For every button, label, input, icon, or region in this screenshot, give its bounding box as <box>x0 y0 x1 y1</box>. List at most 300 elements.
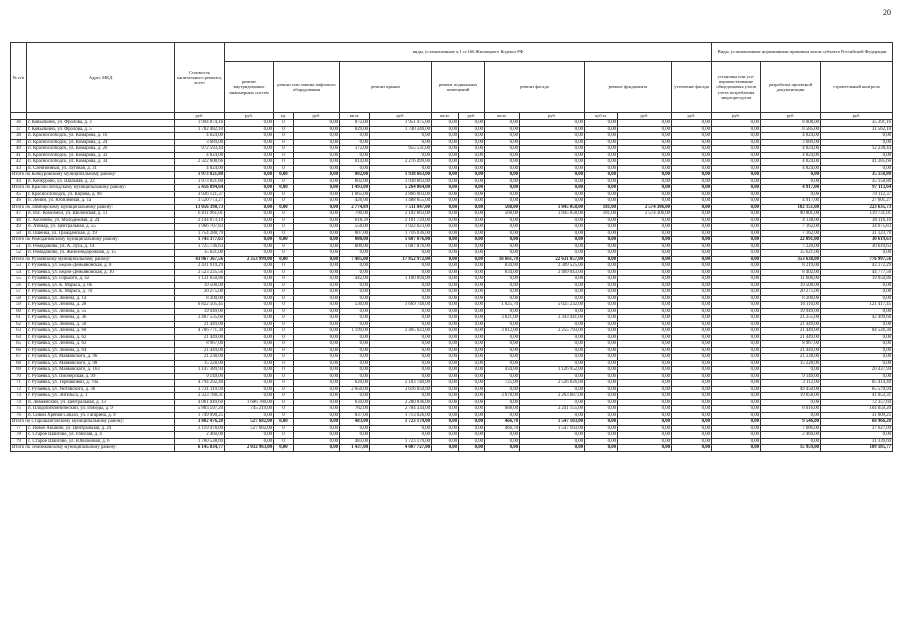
value-cell: 834,00 <box>485 269 520 276</box>
value-cell: 0 <box>274 120 294 127</box>
value-cell: 0,00 <box>294 172 340 179</box>
value-cell: 0,00 <box>485 347 520 354</box>
value-cell: 0,00 <box>618 438 672 445</box>
value-cell: 0,00 <box>340 315 370 322</box>
table-header <box>11 43 893 120</box>
value-cell: 1 669 748,00 <box>370 302 432 309</box>
value-cell: 0,00 <box>618 250 672 257</box>
value-cell: 0,00 <box>672 367 712 374</box>
value-cell: 0,00 <box>672 230 712 237</box>
value-cell: 0,00 <box>432 445 459 452</box>
unit-cell: ед. <box>274 113 294 120</box>
row-number: 57 <box>11 289 27 296</box>
unit-cell: руб. <box>712 113 761 120</box>
value-cell: 0 <box>274 289 294 296</box>
value-cell: 0,00 <box>485 178 520 185</box>
address-cell: п. Краснослободск, ул. Комарова, д. 34 <box>27 159 175 166</box>
value-cell: 0,00 <box>520 178 585 185</box>
value-cell: 6 145 834,77 <box>175 445 225 452</box>
value-cell: 0,00 <box>225 159 274 166</box>
address-cell: п. Атемар, ул. Центральная, д. 55 <box>27 224 175 231</box>
header-facade: ремонт фасада <box>485 62 585 113</box>
value-cell: 0,00 <box>618 152 672 159</box>
value-cell: 1 723 179,00 <box>370 438 432 445</box>
value-cell: 0 <box>274 282 294 289</box>
value-cell: 3 821,00 <box>485 315 520 322</box>
value-cell: 0,00 <box>459 425 485 432</box>
value-cell: 0,00 <box>340 269 370 276</box>
value-cell: 4 824,00 <box>175 152 225 159</box>
value-cell: 0,00 <box>618 393 672 400</box>
value-cell: 1 687 876,00 <box>370 237 432 244</box>
value-cell: 0,00 <box>618 425 672 432</box>
value-cell: 0,00 <box>618 224 672 231</box>
value-cell: 2 407 535,60 <box>175 315 225 322</box>
header-roof: ремонт крыши <box>340 62 432 113</box>
row-number: 75 <box>11 406 27 413</box>
row-number: 71 <box>11 380 27 387</box>
value-cell: 0,00 <box>432 419 459 426</box>
value-cell: 0,00 <box>432 406 459 413</box>
value-cell: 7 220,00 <box>761 243 821 250</box>
value-cell: 2 460,00 <box>175 432 225 439</box>
value-cell: 0,00 <box>672 393 712 400</box>
row-number: 41 <box>11 152 27 159</box>
value-cell: 1 606 780,00 <box>225 399 274 406</box>
unit-cell: кв.м. <box>432 113 459 120</box>
value-cell: 0,00 <box>712 289 761 296</box>
value-cell: 0,00 <box>432 263 459 270</box>
value-cell: 15 228,00 <box>175 360 225 367</box>
value-cell: 0,00 <box>520 308 585 315</box>
row-number: 54 <box>11 269 27 276</box>
value-cell: 0,00 <box>225 360 274 367</box>
row-number: 52 <box>11 250 27 257</box>
value-cell: 2 276 499,00 <box>370 159 432 166</box>
value-cell: 0,00 <box>672 419 712 426</box>
value-cell: 0,00 <box>585 445 618 452</box>
value-cell: 3 616 050,00 <box>370 386 432 393</box>
value-cell: 37 627,09 <box>821 425 893 432</box>
row-number: 43 <box>11 165 27 172</box>
value-cell: 434,00 <box>485 367 520 374</box>
value-cell: 2 574 306,00 <box>618 204 672 211</box>
value-cell: 0,00 <box>274 419 294 426</box>
value-cell: 0,00 <box>459 152 485 159</box>
value-cell: 1 126 952,00 <box>520 367 585 374</box>
value-cell: 1 966 707,83 <box>175 224 225 231</box>
address-cell: г. Рузаевка, ул. Бедно-Демьяновская, д. 8 <box>27 263 175 270</box>
value-cell: 0,00 <box>432 282 459 289</box>
value-cell: 0,00 <box>485 126 520 133</box>
value-cell: 0,00 <box>618 263 672 270</box>
value-cell: 0,00 <box>712 243 761 250</box>
value-cell: 5 456 894,64 <box>175 185 225 192</box>
address-cell: п. Краснослободск, ул. Комарова, д. 16 <box>27 133 175 140</box>
row-number: 53 <box>11 263 27 270</box>
value-cell: 0,00 <box>459 412 485 419</box>
value-cell: 0,00 <box>520 172 585 179</box>
value-cell: 0,00 <box>459 165 485 172</box>
value-cell: 0,00 <box>585 120 618 127</box>
value-cell: 4 824,00 <box>761 165 821 172</box>
address-cell: п. Кочкурово, ул. Шальная, д. 22 <box>27 178 175 185</box>
value-cell: 0,00 <box>340 139 370 146</box>
value-cell: 0 <box>274 263 294 270</box>
value-cell: 0,00 <box>225 321 274 328</box>
value-cell: 1 723 179,00 <box>370 419 432 426</box>
value-cell: 0,00 <box>225 224 274 231</box>
value-cell: 0,00 <box>370 289 432 296</box>
value-cell: 0 <box>274 230 294 237</box>
value-cell: 0,00 <box>618 386 672 393</box>
value-cell: 0,00 <box>618 308 672 315</box>
value-cell: 0,00 <box>459 237 485 244</box>
value-cell: 0,00 <box>672 165 712 172</box>
repair-program-table <box>10 42 893 452</box>
value-cell: 0,00 <box>821 308 893 315</box>
value-cell: 0,00 <box>340 282 370 289</box>
header-address: Адрес МКД <box>27 43 175 113</box>
value-cell: 0,00 <box>520 438 585 445</box>
value-cell: 0,00 <box>712 380 761 387</box>
value-cell: 1 199,00 <box>340 328 370 335</box>
address-cell: п. Краснослободск, ул. Комарова, д. 26 <box>27 146 175 153</box>
value-cell: 0,00 <box>432 224 459 231</box>
row-number: 39 <box>11 139 27 146</box>
value-cell: 0,00 <box>294 308 340 315</box>
value-cell: 0,00 <box>432 425 459 432</box>
value-cell: 21 449,00 <box>175 347 225 354</box>
value-cell: 4 794 292,40 <box>175 380 225 387</box>
value-cell: 0,00 <box>340 263 370 270</box>
value-cell: 0,00 <box>585 295 618 302</box>
value-cell: 0,00 <box>712 354 761 361</box>
value-cell: 0,00 <box>585 360 618 367</box>
value-cell: 0,00 <box>370 334 432 341</box>
value-cell: 0,00 <box>761 367 821 374</box>
value-cell: 0,00 <box>294 250 340 257</box>
subtotal-label: Итого по Ромодановскому муниципальному району: <box>11 237 175 244</box>
value-cell: 20 275,00 <box>175 289 225 296</box>
value-cell: 442,00 <box>340 276 370 283</box>
value-cell: 4 917,00 <box>761 198 821 205</box>
value-cell: 0,00 <box>459 419 485 426</box>
value-cell: 0,00 <box>432 354 459 361</box>
value-cell: 0 <box>274 373 294 380</box>
address-cell: с. Старое Шайгово, ул. Юбилейная, д. 6 <box>27 438 175 445</box>
value-cell: 0,00 <box>432 334 459 341</box>
value-cell: 0,00 <box>712 237 761 244</box>
value-cell: 1 760 538,69 <box>175 438 225 445</box>
value-cell: 0 <box>274 321 294 328</box>
value-cell: 0,00 <box>225 165 274 172</box>
value-cell: 0,00 <box>459 146 485 153</box>
value-cell: 0,00 <box>225 341 274 348</box>
value-cell: 0,00 <box>225 263 274 270</box>
value-cell: 0,00 <box>459 250 485 257</box>
value-cell: 0,00 <box>585 269 618 276</box>
value-cell: 0,00 <box>585 321 618 328</box>
value-cell: 0,00 <box>432 139 459 146</box>
value-cell: 68 966,28 <box>821 419 893 426</box>
value-cell: 0,00 <box>432 243 459 250</box>
value-cell: 4 917,00 <box>761 185 821 192</box>
value-cell: 21 449,00 <box>761 347 821 354</box>
value-cell: 0,00 <box>618 295 672 302</box>
value-cell: 2 119 478,09 <box>175 425 225 432</box>
value-cell: 0,00 <box>485 217 520 224</box>
value-cell: 1 520 773,27 <box>175 198 225 205</box>
value-cell: 0,00 <box>225 185 274 192</box>
value-cell: 0,00 <box>370 341 432 348</box>
value-cell: 0,00 <box>459 373 485 380</box>
value-cell: 72 357,69 <box>821 399 893 406</box>
address-cell: г. Рузаевка, ул. Ленина, д. 64 <box>27 347 175 354</box>
value-cell: 800,00 <box>340 243 370 250</box>
subtotal-label: Итого по Кочкуровскому муниципальному району: <box>11 172 175 179</box>
value-cell: 2 101 729,00 <box>370 217 432 224</box>
value-cell: 0,00 <box>618 198 672 205</box>
value-cell: 0,00 <box>821 139 893 146</box>
value-cell: 21 449,00 <box>175 321 225 328</box>
value-cell: 0 <box>274 276 294 283</box>
units-row <box>11 113 893 120</box>
value-cell: 0,00 <box>672 360 712 367</box>
address-cell: г. Рузаевка, ул. Терешковой, д. 70а <box>27 380 175 387</box>
value-cell: 38 116,10 <box>821 217 893 224</box>
subtotal-label: Итого по Темниковскому муниципальному району: <box>11 445 175 452</box>
value-cell: 0,00 <box>672 191 712 198</box>
value-cell: 0,00 <box>761 438 821 445</box>
value-cell: 0,00 <box>712 282 761 289</box>
value-cell: 0,00 <box>370 269 432 276</box>
value-cell: 1 493,00 <box>340 185 370 192</box>
value-cell: 0,00 <box>618 256 672 263</box>
value-cell: 0,00 <box>294 295 340 302</box>
value-cell: 0,00 <box>370 165 432 172</box>
value-cell: 0,00 <box>821 360 893 367</box>
value-cell: 0 <box>274 250 294 257</box>
value-cell: 0,00 <box>294 152 340 159</box>
value-cell: 0,00 <box>225 386 274 393</box>
value-cell: 0,00 <box>672 152 712 159</box>
value-cell: 0,00 <box>294 269 340 276</box>
value-cell: 0,00 <box>485 146 520 153</box>
value-cell: 0,00 <box>618 341 672 348</box>
address-cell: с. Аксёново, ул. Молодёжная, д. 24 <box>27 217 175 224</box>
value-cell: 0,00 <box>459 211 485 218</box>
value-cell: 0,00 <box>225 152 274 159</box>
address-cell: п. Сивой Хрёнов Совхоз, ул. Гагарина, д. 9 <box>27 412 175 419</box>
value-cell: 0,00 <box>520 139 585 146</box>
value-cell: 0,00 <box>459 295 485 302</box>
value-cell: 0,00 <box>432 237 459 244</box>
value-cell: 0,00 <box>712 321 761 328</box>
row-number: 58 <box>11 295 27 302</box>
unit-cell: руб. <box>672 113 712 120</box>
value-cell: 0,00 <box>432 399 459 406</box>
value-cell: 0,00 <box>459 308 485 315</box>
value-cell: 0,00 <box>618 445 672 452</box>
value-cell: 20 437,94 <box>821 367 893 374</box>
value-cell: 0,00 <box>432 302 459 309</box>
value-cell: 0,00 <box>618 399 672 406</box>
value-cell: 0,00 <box>432 120 459 127</box>
value-cell: 972 593,44 <box>175 146 225 153</box>
row-number: 44 <box>11 178 27 185</box>
value-cell: 0,00 <box>618 120 672 127</box>
value-cell: 15 621,00 <box>175 250 225 257</box>
value-cell: 0,00 <box>585 250 618 257</box>
value-cell: 0,00 <box>485 321 520 328</box>
value-cell: 0,00 <box>618 289 672 296</box>
value-cell: 0,00 <box>821 133 893 140</box>
value-cell: 4 138,00 <box>761 217 821 224</box>
value-cell: 0,00 <box>520 152 585 159</box>
value-cell: 0,00 <box>459 380 485 387</box>
value-cell: 0,00 <box>294 120 340 127</box>
value-cell: 181,00 <box>585 204 618 211</box>
header-elevator: ремонт или замена лифтового оборудования <box>274 62 340 113</box>
value-cell: 0 <box>274 360 294 367</box>
value-cell: 49 450,00 <box>761 386 821 393</box>
value-cell: 0,00 <box>672 256 712 263</box>
value-cell: 0,00 <box>618 321 672 328</box>
value-cell: 0,00 <box>432 269 459 276</box>
address-cell: г. Рузаевка, ул. Бедно-Демьяновская, д. 10 <box>27 269 175 276</box>
value-cell: 0,00 <box>585 133 618 140</box>
value-cell: 0,00 <box>672 315 712 322</box>
value-cell: 0,00 <box>432 347 459 354</box>
value-cell: 0,00 <box>672 185 712 192</box>
value-cell: 0,00 <box>520 159 585 166</box>
value-cell: 0,00 <box>712 334 761 341</box>
row-number: 64 <box>11 334 27 341</box>
unit-cell: руб. <box>618 113 672 120</box>
value-cell: 807,00 <box>340 230 370 237</box>
value-cell: 0,00 <box>294 393 340 400</box>
unit-cell: куб.м. <box>585 113 618 120</box>
value-cell: 0,00 <box>618 191 672 198</box>
value-cell: 0,00 <box>618 412 672 419</box>
value-cell: 0,00 <box>712 432 761 439</box>
value-cell: 0,00 <box>672 126 712 133</box>
value-cell: 2 263 687,00 <box>520 393 585 400</box>
value-cell: 7 162,00 <box>761 224 821 231</box>
value-cell: 0,00 <box>712 126 761 133</box>
value-cell: 0,00 <box>459 406 485 413</box>
value-cell: 0,00 <box>225 412 274 419</box>
value-cell: 837,00 <box>340 412 370 419</box>
value-cell: 0 <box>274 341 294 348</box>
value-cell: 19 508,00 <box>175 282 225 289</box>
header-design: разработка проектной документации <box>761 62 821 113</box>
value-cell: 0,00 <box>618 126 672 133</box>
value-cell: 0,00 <box>294 302 340 309</box>
value-cell: 1 716 036,00 <box>370 230 432 237</box>
value-cell: 0 <box>274 399 294 406</box>
value-cell: 0,00 <box>618 347 672 354</box>
value-cell: 1 687 876,00 <box>370 243 432 250</box>
value-cell: 7 511 847,00 <box>370 204 432 211</box>
value-cell: 800,00 <box>340 237 370 244</box>
value-cell: 35 158,80 <box>821 178 893 185</box>
value-cell: 0,00 <box>672 347 712 354</box>
value-cell: 0,00 <box>370 152 432 159</box>
value-cell: 0,00 <box>712 315 761 322</box>
value-cell: 0,00 <box>712 386 761 393</box>
value-cell: 1 922 023,00 <box>370 224 432 231</box>
value-cell: 0,00 <box>585 373 618 380</box>
value-cell: 1 488 855,00 <box>370 198 432 205</box>
subtotal-label: Итого по Краснослободскому муниципальному району: <box>11 185 175 192</box>
value-cell: 0,00 <box>585 224 618 231</box>
value-cell: 0,00 <box>294 276 340 283</box>
value-cell: 0,00 <box>672 178 712 185</box>
value-cell: 0,00 <box>618 354 672 361</box>
value-cell: 0,00 <box>712 204 761 211</box>
value-cell: 0,00 <box>672 120 712 127</box>
row-number: 76 <box>11 412 27 419</box>
address-cell: п. Плодопитомнический, ул. Победы, д. 9 <box>27 406 175 413</box>
value-cell: 1 782 482,10 <box>175 126 225 133</box>
value-cell: 0,00 <box>459 263 485 270</box>
value-cell: 0,00 <box>294 230 340 237</box>
value-cell: 15 959,00 <box>761 445 821 452</box>
value-cell: 0,00 <box>712 295 761 302</box>
unit-cell: руб. <box>175 113 225 120</box>
value-cell: 0,00 <box>485 373 520 380</box>
value-cell: 802,00 <box>340 178 370 185</box>
value-cell: 7 485,00 <box>340 256 370 263</box>
unit-cell: руб. <box>821 113 893 120</box>
value-cell: 0,00 <box>370 373 432 380</box>
value-cell: 1 994 874,16 <box>175 120 225 127</box>
value-cell: 0,00 <box>618 360 672 367</box>
value-cell: 782,00 <box>340 406 370 413</box>
value-cell: 0,00 <box>432 217 459 224</box>
value-cell: 0,00 <box>485 412 520 419</box>
value-cell: 0,00 <box>225 438 274 445</box>
value-cell: 0 <box>274 243 294 250</box>
value-cell: 0,00 <box>485 172 520 179</box>
value-cell: 0,00 <box>712 412 761 419</box>
value-cell: 181,00 <box>585 211 618 218</box>
value-cell: 0 <box>274 224 294 231</box>
value-cell: 0,00 <box>225 126 274 133</box>
value-cell: 0,00 <box>585 139 618 146</box>
value-cell: 0,00 <box>225 133 274 140</box>
value-cell: 0,00 <box>225 289 274 296</box>
value-cell: 19 949,00 <box>761 308 821 315</box>
value-cell: 0,00 <box>432 386 459 393</box>
row-number: 37 <box>11 126 27 133</box>
value-cell: 0,00 <box>432 321 459 328</box>
value-cell: 0,00 <box>712 120 761 127</box>
value-cell: 0,00 <box>485 152 520 159</box>
value-cell: 0,00 <box>294 237 340 244</box>
value-cell: 0,00 <box>585 185 618 192</box>
value-cell: 0,00 <box>485 185 520 192</box>
value-cell: 0,00 <box>432 146 459 153</box>
value-cell: 0,00 <box>585 308 618 315</box>
value-cell: 8 200,00 <box>761 295 821 302</box>
value-cell: 0,00 <box>672 133 712 140</box>
value-cell: 0,00 <box>485 191 520 198</box>
value-cell: 22 891,00 <box>761 237 821 244</box>
value-cell: 955 531,00 <box>370 146 432 153</box>
